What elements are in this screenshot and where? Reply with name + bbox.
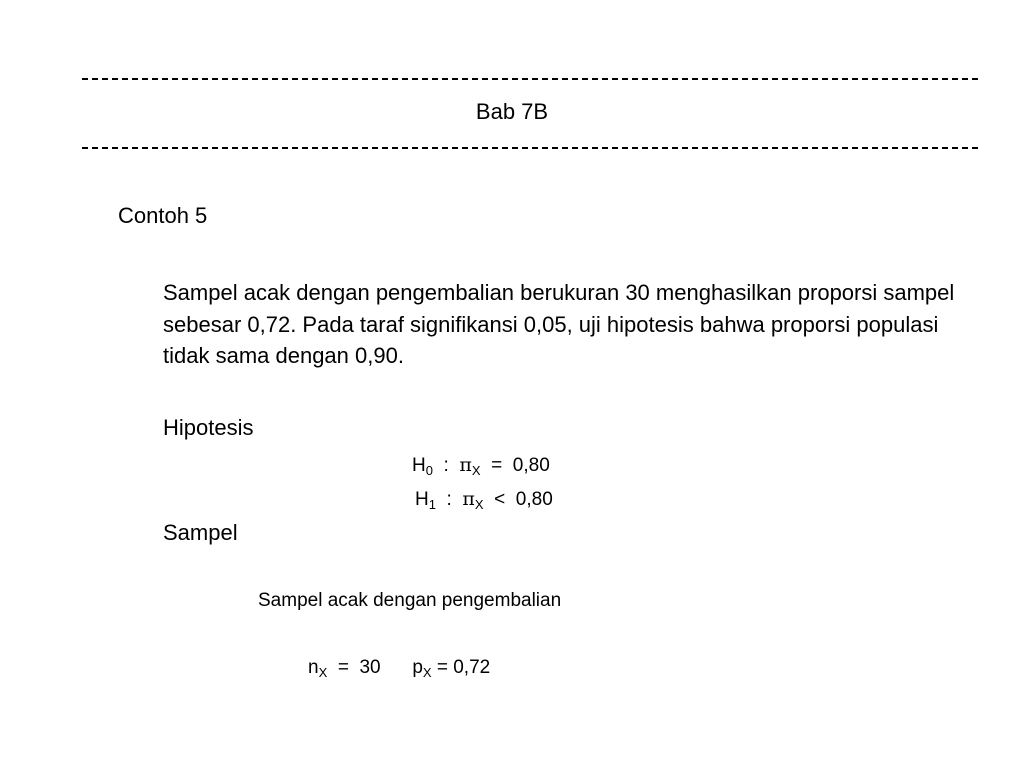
- n-operator: =: [337, 657, 349, 678]
- sample-description: Sampel acak dengan pengembalian: [258, 590, 562, 611]
- h1-param: π: [462, 488, 475, 510]
- p-symbol: p: [412, 657, 423, 678]
- h0-colon: :: [443, 455, 449, 476]
- h0-operator: =: [491, 455, 503, 476]
- h1-operator: <: [494, 489, 506, 510]
- h0-subscript: 0: [425, 463, 433, 478]
- h0-param: π: [459, 454, 472, 476]
- null-hypothesis: [412, 453, 550, 478]
- h1-subscript: 1: [428, 497, 436, 512]
- h1-param-subscript: X: [474, 497, 484, 512]
- p-operator: =: [436, 657, 448, 678]
- h0-value: 0,80: [512, 455, 550, 476]
- header-rule-top: [82, 78, 978, 80]
- h0-symbol: H: [412, 455, 426, 476]
- h1-value: 0,80: [515, 489, 553, 510]
- header-rule-bottom: [82, 147, 978, 149]
- p-subscript: X: [422, 665, 432, 680]
- h1-colon: :: [446, 489, 452, 510]
- slide-title: Bab 7B: [475, 99, 549, 124]
- hypothesis-heading: Hipotesis: [163, 415, 254, 440]
- section-title: Contoh 5: [118, 203, 208, 228]
- alternative-hypothesis: [415, 487, 553, 512]
- h1-symbol: H: [415, 489, 429, 510]
- n-value: 30: [359, 657, 381, 678]
- sample-heading: Sampel: [163, 520, 238, 545]
- n-symbol: n: [308, 657, 319, 678]
- n-subscript: X: [318, 665, 328, 680]
- h0-param-subscript: X: [471, 463, 481, 478]
- problem-statement: Sampel acak dengan pengembalian berukuran 30 menghasilkan proporsi sampel sebesar 0,72. Pada taraf signifikansi 0,05, uji hipotesis bahwa proporsi populasi tidak sama dengan 0,90.: [163, 280, 955, 368]
- p-value: 0,72: [453, 657, 491, 678]
- sample-stats: [308, 656, 490, 680]
